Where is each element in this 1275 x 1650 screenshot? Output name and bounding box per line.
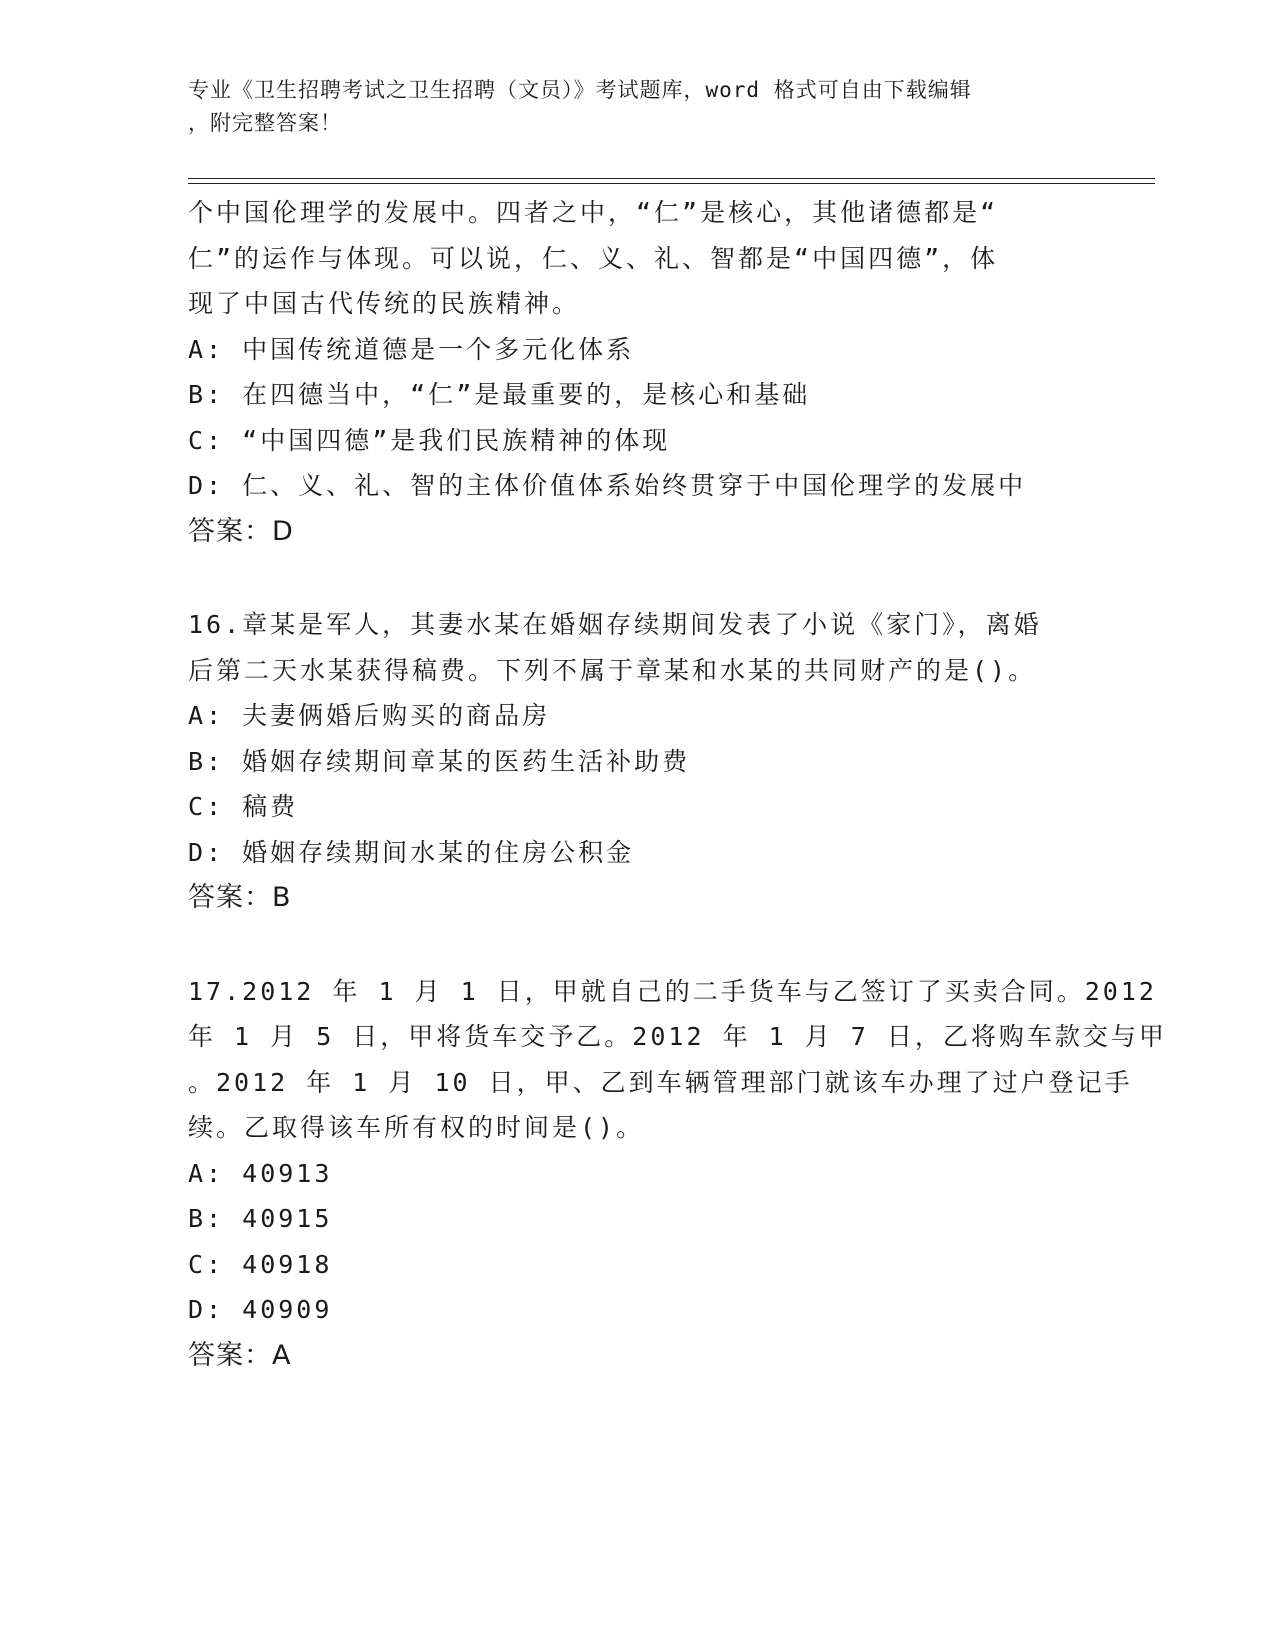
question-gap (188, 921, 1088, 969)
question-text-line: 年 1 月 5 日，甲将货车交予乙。2012 年 1 月 7 日，乙将购车款交与甲 (188, 1022, 1167, 1051)
option-b: B: 在四德当中，“仁”是最重要的，是核心和基础 (188, 380, 811, 409)
option-c: C: 40918 (188, 1249, 333, 1279)
header-divider-bottom (188, 183, 1155, 184)
answer-label: 答案：D (188, 515, 294, 547)
answer-label: 答案：B (188, 882, 292, 913)
question-text-line: 续。乙取得该车所有权的时间是()。 (188, 1113, 645, 1142)
question-text-line: 现了中国古代传统的民族精神。 (188, 289, 581, 318)
question-text-line: 17.2012 年 1 月 1 日，甲就自己的二手货车与乙签订了买卖合同。2012 (188, 976, 1157, 1006)
option-b: B: 婚姻存续期间章某的医药生活补助费 (188, 746, 691, 776)
question-16 (188, 602, 1088, 921)
option-d: D: 40909 (188, 1295, 333, 1324)
question-15-continued (188, 190, 1088, 554)
answer-label: 答案：A (188, 1339, 292, 1371)
document-body (188, 190, 1167, 1378)
question-text-line: 16.章某是军人，其妻水某在婚姻存续期间发表了小说《家门》，离婚 (188, 610, 1042, 639)
option-c: C: 稿费 (188, 792, 299, 821)
option-a: A: 40913 (188, 1158, 333, 1188)
question-text-line: 个中国伦理学的发展中。四者之中，“仁”是核心，其他诸德都是“ (188, 198, 999, 227)
option-d: D: 仁、义、礼、智的主体价值体系始终贯穿于中国伦理学的发展中 (188, 471, 1027, 500)
question-text-line: 仁”的运作与体现。可以说，仁、义、礼、智都是“中国四德”，体 (188, 243, 999, 273)
question-gap (188, 554, 1088, 602)
header-line-1: 专业《卫生招聘考试之卫生招聘（文员）》考试题库，word 格式可自由下载编辑 (188, 78, 972, 102)
question-text-line: 。2012 年 1 月 10 日，甲、乙到车辆管理部门就该车办理了过户登记手 (188, 1067, 1133, 1097)
option-a: A: 中国传统道德是一个多元化体系 (188, 334, 635, 364)
option-d: D: 婚姻存续期间水某的住房公积金 (188, 837, 635, 867)
header-line-2: ，附完整答案！ (188, 111, 342, 135)
question-text-line: 后第二天水某获得稿费。下列不属于章某和水某的共同财产的是()。 (188, 655, 1037, 685)
option-a: A: 夫妻俩婚后购买的商品房 (188, 701, 551, 730)
header-divider-top (188, 178, 1155, 179)
option-b: B: 40915 (188, 1204, 333, 1233)
document-header (188, 74, 1088, 140)
question-17 (188, 969, 1167, 1379)
option-c: C: “中国四德”是我们民族精神的体现 (188, 425, 671, 455)
